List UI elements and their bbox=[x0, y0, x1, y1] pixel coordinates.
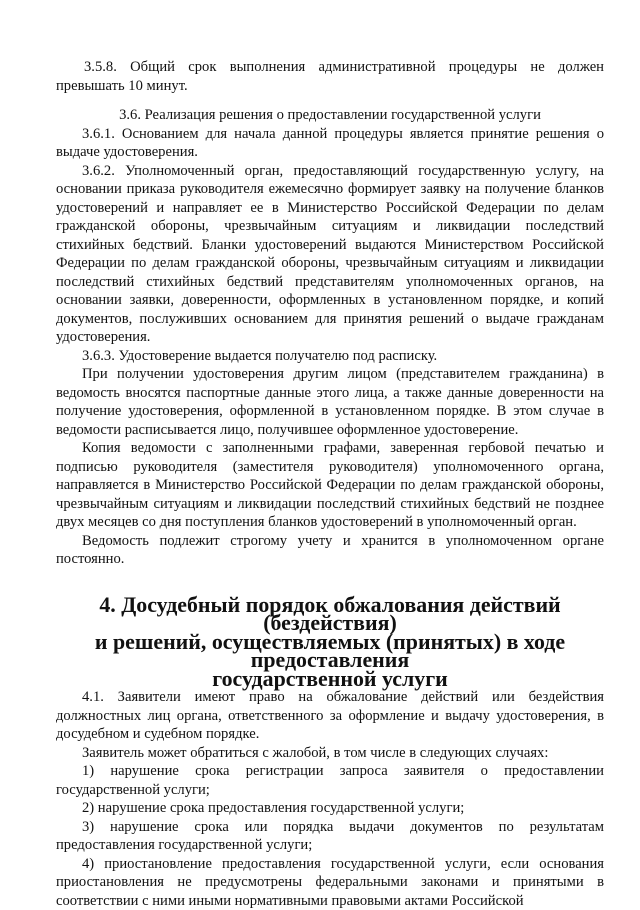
list-item-case-1: 1) нарушение срока регистрации запроса заявителя о предоставлении государственной услуги; bbox=[56, 762, 604, 799]
document-page bbox=[56, 58, 604, 910]
paragraph-3-6-3: 3.6.3. Удостоверение выдается получателю под расписку. bbox=[56, 347, 604, 366]
paragraph-complaint-cases: Заявитель может обратиться с жалобой, в том числе в следующих случаях: bbox=[56, 744, 604, 763]
paragraph-representative: При получении удостоверения другим лицом (представителем гражданина) в ведомость вносятся паспортные данные этого лица, а также данные доверенности на получение удостоверения, оформленной в установленном порядке. В этом случае в ведомости расписывается лицо, получившее оформленное удостоверение. bbox=[56, 365, 604, 439]
paragraph-3-6-2: 3.6.2. Уполномоченный орган, предоставляющий государственную услугу, на основании приказа руководителя ежемесячно формирует заявку на получение бланков удостоверений и направляет ее в Министерство Российской Федерации по делам гражданской обороны, чрезвычайным ситуациям и ликвидации последствий стихийных бедствий. Бланки удостоверений выдаются Министерством Российской Федерации по делам гражданской обороны, чрезвычайным ситуациям и ликвидации последствий стихийных бедствий представителям уполномоченных органов, на основании заявки, доверенности, оформленных в установленном порядке, и копий документов, послуживших основанием для принятия решений о выдаче гражданам удостоверения. bbox=[56, 162, 604, 347]
section-4-title-line-2: и решений, осуществляемых (принятых) в ходе предоставления bbox=[56, 633, 604, 670]
section-4-title-line-3: государственной услуги bbox=[56, 670, 604, 689]
list-item-case-3: 3) нарушение срока или порядка выдачи документов по результатам предоставления государственной услуги; bbox=[56, 818, 604, 855]
paragraph-3-5-8: 3.5.8. Общий срок выполнения административной процедуры не должен превышать 10 минут. bbox=[56, 58, 604, 95]
spacer bbox=[56, 95, 604, 106]
list-item-case-2: 2) нарушение срока предоставления государственной услуги; bbox=[56, 799, 604, 818]
paragraph-statement-storage: Ведомость подлежит строгому учету и хранится в уполномоченном органе постоянно. bbox=[56, 532, 604, 569]
paragraph-statement-copy: Копия ведомости с заполненными графами, заверенная гербовой печатью и подписью руководителя (заместителя руководителя) уполномоченного органа, направляется в Министерство Российской Федерации по делам гражданской обороны, чрезвычайным ситуациям и ликвидации последствий стихийных бедствий не позднее двух месяцев со дня поступления бланков удостоверений в уполномоченный орган. bbox=[56, 439, 604, 532]
paragraph-4-1: 4.1. Заявители имеют право на обжалование действий или бездействия должностных лиц органа, ответственного за оформление и выдачу удостоверения, в досудебном и судебном порядке. bbox=[56, 688, 604, 744]
section-4-title-line-1: 4. Досудебный порядок обжалования действий (бездействия) bbox=[56, 596, 604, 633]
paragraph-3-6-1: 3.6.1. Основанием для начала данной процедуры является принятие решения о выдаче удостоверения. bbox=[56, 125, 604, 162]
section-4-title bbox=[56, 596, 604, 689]
subsection-heading-3-6: 3.6. Реализация решения о предоставлении государственной услуги bbox=[56, 106, 604, 125]
list-item-case-4: 4) приостановление предоставления государственной услуги, если основания приостановления не предусмотрены федеральными законами и принятыми в соответствии с ними иными нормативными правовыми актами Российской bbox=[56, 855, 604, 910]
